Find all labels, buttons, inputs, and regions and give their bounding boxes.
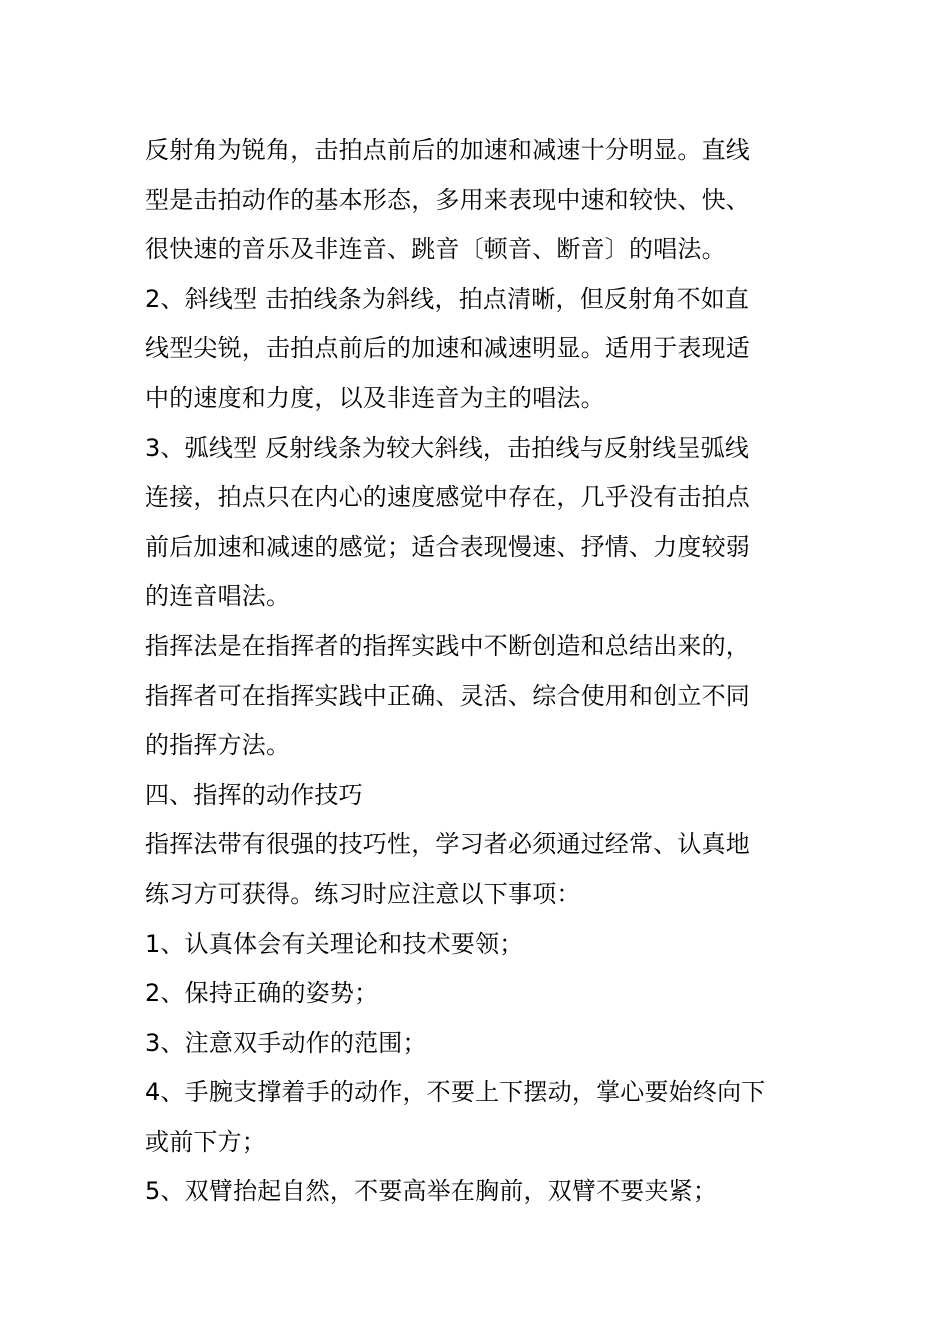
text-line: 3、弧线型 反射线条为较大斜线，击拍线与反射线呈弧线	[145, 433, 750, 462]
text-line: 的指挥方法。	[145, 731, 291, 760]
text-line: 线型尖锐，击拍点前后的加速和减速明显。适用于表现适	[145, 334, 750, 363]
text-line: 指挥法是在指挥者的指挥实践中不断创造和总结出来的，	[145, 631, 750, 660]
text-line: 中的速度和力度，以及非连音为主的唱法。	[145, 383, 605, 412]
list-item: 3、注意双手动作的范围；	[145, 1028, 427, 1057]
text-line: 连接，拍点只在内心的速度感觉中存在，几乎没有击拍点	[145, 483, 750, 512]
document-body	[145, 126, 815, 1217]
text-line: 反射角为锐角，击拍点前后的加速和减速十分明显。直线	[145, 136, 750, 164]
list-item: 4、手腕支撑着手的动作，不要上下摆动，掌心要始终向下	[145, 1078, 766, 1107]
list-item: 2、保持正确的姿势；	[145, 979, 379, 1008]
text-line: 的连音唱法。	[145, 582, 291, 611]
list-item: 5、双臂抬起自然，不要高举在胸前，双臂不要夹紧；	[145, 1177, 718, 1206]
text-line: 型是击拍动作的基本形态，多用来表现中速和较快、快、	[145, 185, 750, 214]
text-line: 指挥者可在指挥实践中正确、灵活、综合使用和创立不同	[145, 681, 750, 710]
text-line: 2、斜线型 击拍线条为斜线，拍点清晰，但反射角不如直	[145, 284, 750, 313]
list-item-continuation: 或前下方；	[145, 1127, 266, 1156]
text-line: 练习方可获得。练习时应注意以下事项：	[145, 879, 581, 908]
list-item: 1、认真体会有关理论和技术要领；	[145, 929, 524, 958]
section-heading: 四、指挥的动作技巧	[145, 780, 363, 809]
text-line: 指挥法带有很强的技巧性，学习者必须通过经常、认真地	[145, 830, 750, 859]
text-line: 很快速的音乐及非连音、跳音〔顿音、断音〕的唱法。	[145, 235, 726, 264]
text-line: 前后加速和减速的感觉；适合表现慢速、抒情、力度较弱	[145, 532, 750, 561]
